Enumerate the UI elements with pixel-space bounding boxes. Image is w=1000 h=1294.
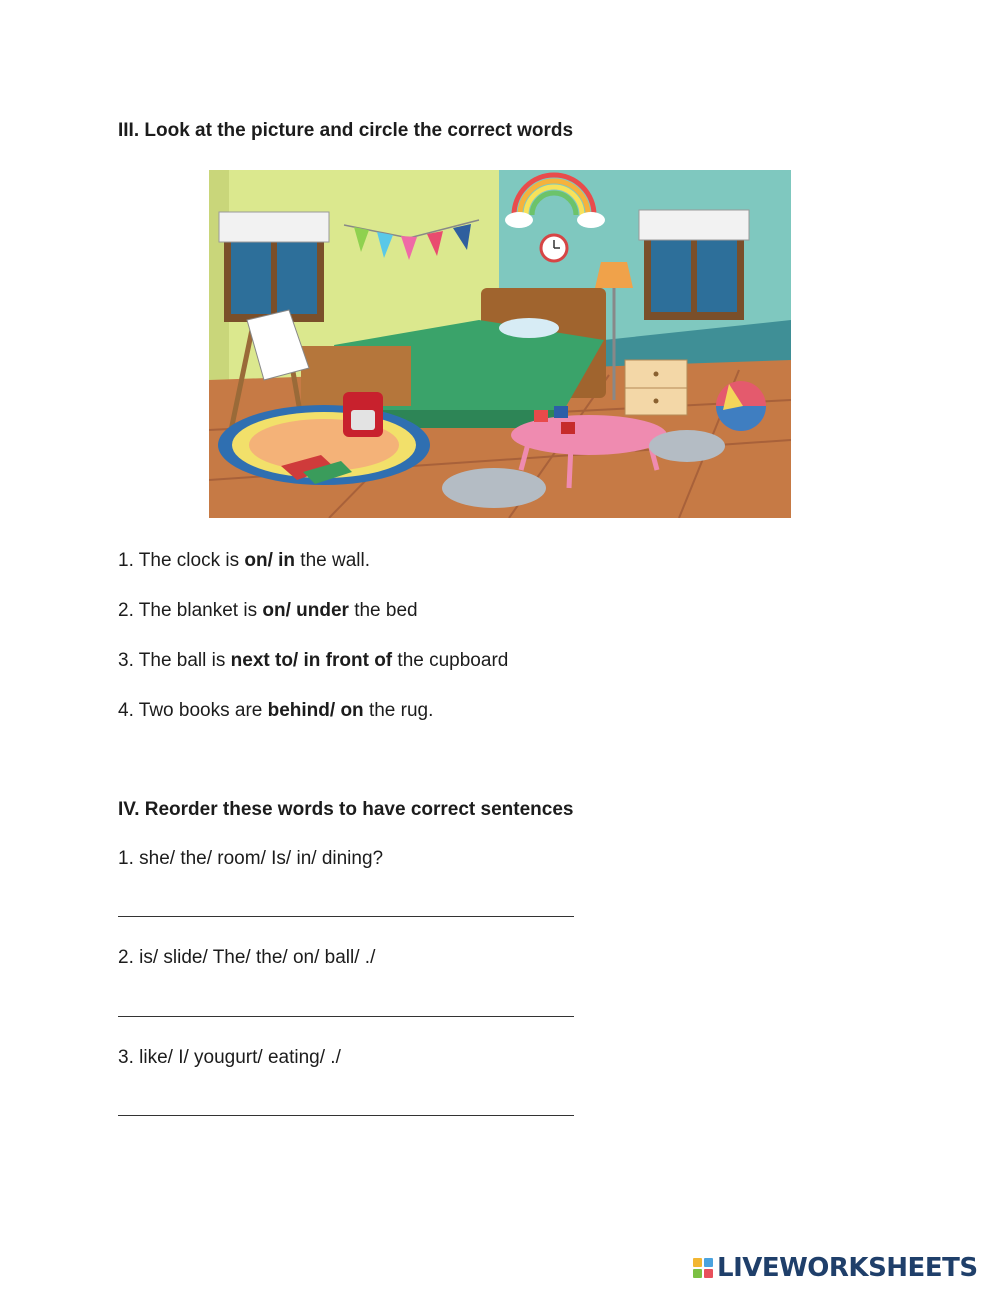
item-text: the bed (348, 600, 418, 621)
item-text: 1. The clock is (118, 550, 245, 571)
bedroom-illustration (209, 170, 791, 518)
liveworksheets-logo (693, 1253, 978, 1283)
word-options[interactable]: next to/ in front of (230, 650, 393, 671)
item-text: the rug. (363, 700, 434, 721)
word-options[interactable]: on/ under (262, 600, 349, 621)
exercise-4-item-3: 3. like/ I/ yougurt/ eating/ ./ (118, 1047, 341, 1068)
word-options[interactable]: on/ in (244, 550, 296, 571)
brand-name: LIVEWORKSHEETS (717, 1253, 978, 1283)
exercise-3-item-3 (118, 650, 508, 672)
item-text: the wall. (295, 550, 371, 571)
exercise-3-item-2 (118, 600, 418, 622)
word-options[interactable]: behind/ on (267, 700, 364, 721)
exercise-3-item-1 (118, 550, 370, 572)
answer-line-1[interactable] (118, 916, 574, 917)
answer-line-2[interactable] (118, 1016, 574, 1017)
item-text: 3. The ball is (118, 650, 231, 671)
exercise-4-item-2: 2. is/ slide/ The/ the/ on/ ball/ ./ (118, 947, 376, 968)
section-3-heading: III. Look at the picture and circle the correct words (118, 120, 574, 141)
logo-grid-icon (693, 1258, 713, 1278)
item-text: 4. Two books are (118, 700, 268, 721)
exercise-3-item-4 (118, 700, 433, 722)
answer-line-3[interactable] (118, 1115, 574, 1116)
item-text: the cupboard (392, 650, 509, 671)
item-text: 2. The blanket is (118, 600, 263, 621)
section-4-heading: IV. Reorder these words to have correct sentences (118, 799, 574, 820)
exercise-4-item-1: 1. she/ the/ room/ Is/ in/ dining? (118, 848, 384, 869)
